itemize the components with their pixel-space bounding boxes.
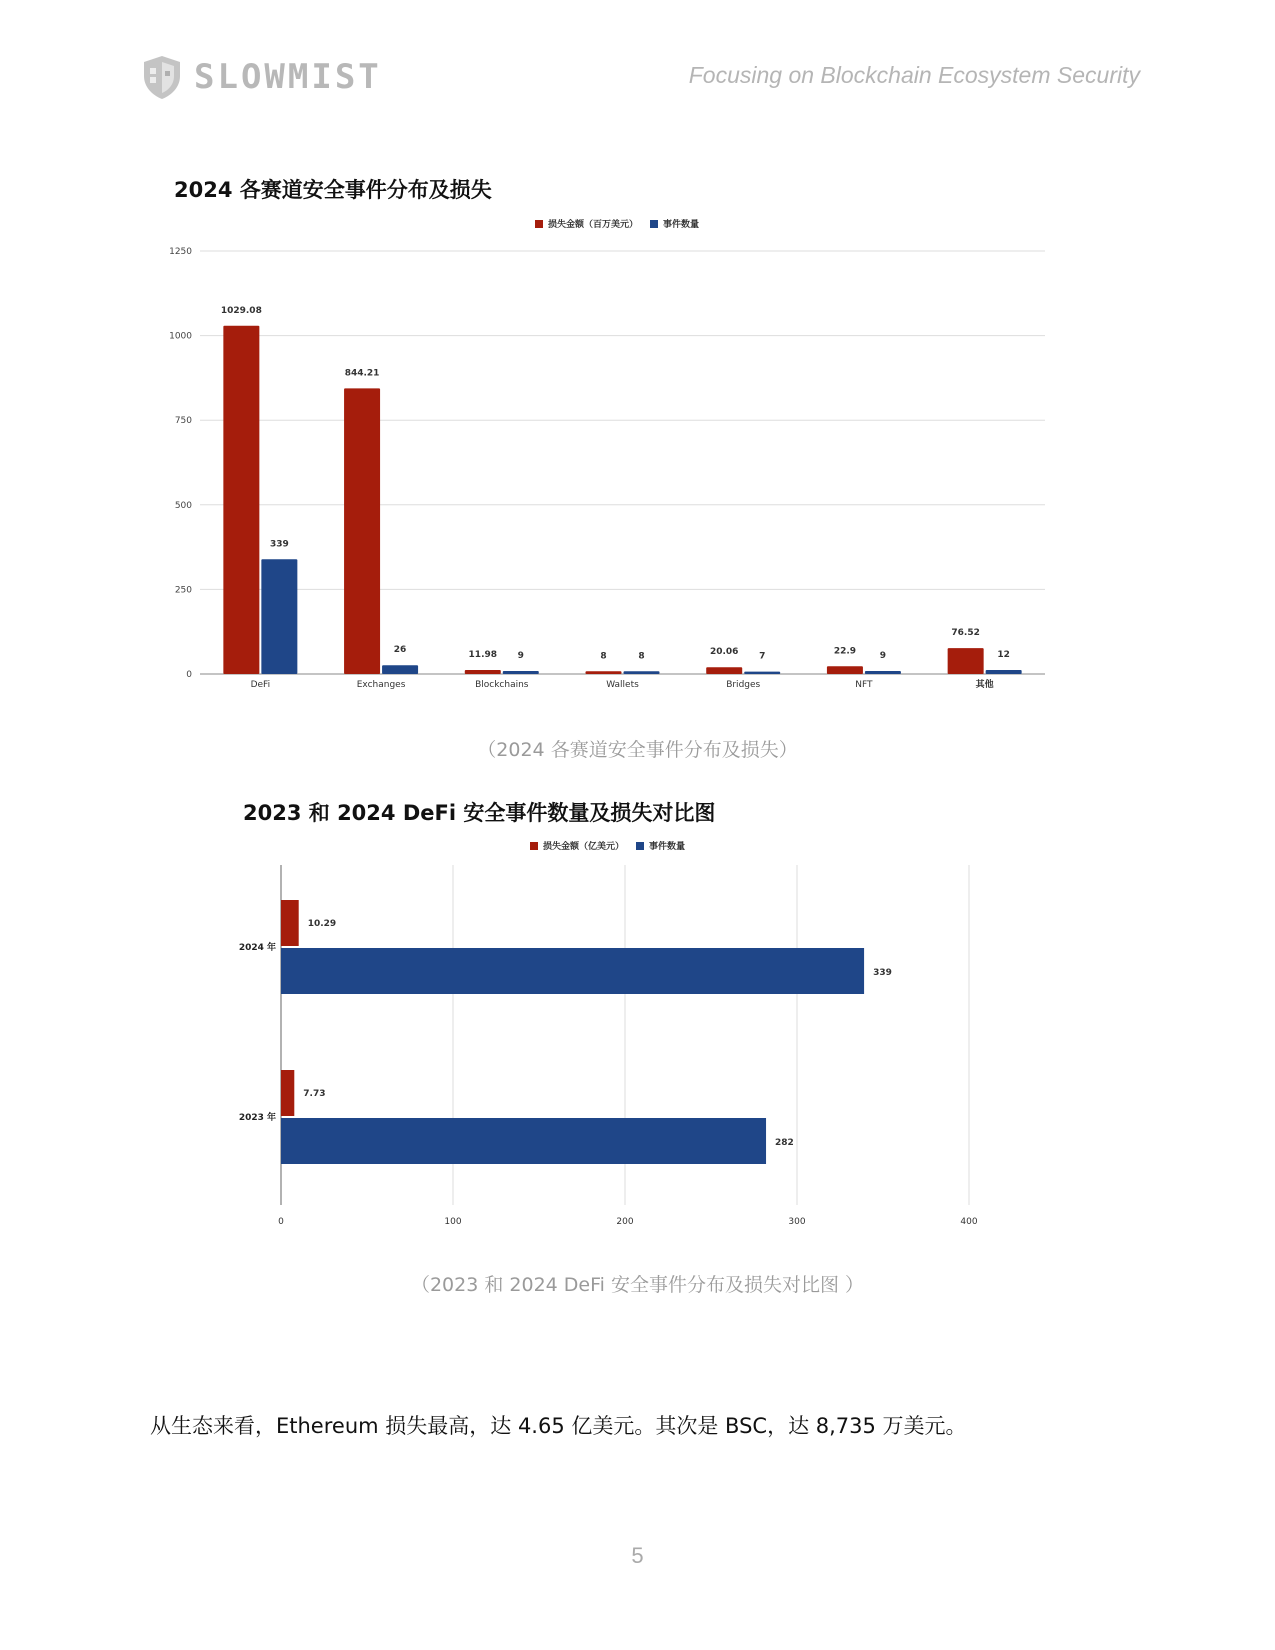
- bar-count: [986, 670, 1022, 674]
- y-tick-label: 250: [174, 585, 192, 596]
- data-label: 9: [879, 650, 887, 661]
- chart2-caption: （2023 和 2024 DeFi 安全事件分布及损失对比图 ）: [410, 1274, 865, 1296]
- x-tick-label: 400: [960, 1217, 978, 1227]
- x-tick-label: Blockchains: [475, 680, 529, 690]
- data-label: 20.06: [709, 647, 739, 658]
- bar-loss: [281, 1070, 294, 1116]
- data-label: 1029.08: [220, 305, 262, 316]
- bar-count: [503, 671, 539, 674]
- logo-text: SLOWMIST: [194, 57, 382, 97]
- y-tick-label: 1000: [169, 331, 192, 342]
- bar-count: [865, 671, 901, 674]
- page-header: [0, 0, 1275, 120]
- page-number: 5: [631, 1543, 644, 1568]
- data-label: 282: [775, 1138, 794, 1148]
- bar-count: [281, 948, 864, 994]
- x-tick-label: Exchanges: [356, 680, 406, 690]
- data-label: 8: [600, 651, 607, 662]
- legend-swatch-red: [535, 220, 543, 228]
- y-tick-label: 1250: [169, 247, 192, 257]
- data-label: 7: [759, 651, 766, 662]
- data-label: 10.29: [307, 919, 337, 929]
- bar-loss: [706, 667, 742, 674]
- y-tick-label: 750: [174, 416, 192, 427]
- legend-item-loss: [535, 217, 638, 230]
- data-label: 844.21: [344, 368, 380, 379]
- x-tick-label: DeFi: [250, 680, 271, 690]
- bar-count: [261, 559, 297, 674]
- bar-loss: [586, 671, 622, 674]
- x-tick-label: 其他: [975, 680, 994, 690]
- chart1-bar-chart: [0, 240, 1275, 700]
- x-tick-label: Bridges: [726, 680, 761, 690]
- bar-loss: [281, 900, 299, 946]
- x-tick-label: 0: [278, 1217, 284, 1227]
- data-label: 7.73: [303, 1089, 326, 1099]
- data-label: 11.98: [468, 649, 498, 660]
- data-label: 9: [517, 650, 524, 661]
- data-label: 339: [873, 968, 892, 978]
- body-paragraph: 从生态来看，Ethereum 损失最高，达 4.65 亿美元。其次是 BSC，达 8,735 万美元。: [150, 1414, 967, 1438]
- x-tick-label: Wallets: [606, 680, 639, 690]
- bar-count: [744, 672, 780, 674]
- bar-loss: [465, 670, 501, 674]
- legend-swatch-blue: [650, 220, 658, 228]
- legend-swatch-red: [530, 842, 538, 850]
- y-tick-label: 2023 年: [238, 1113, 276, 1123]
- data-label: 26: [393, 645, 407, 656]
- chart1-title: 2024 各赛道安全事件分布及损失: [174, 178, 492, 202]
- bar-count: [382, 665, 418, 674]
- x-tick-label: 100: [444, 1217, 462, 1227]
- bar-count: [281, 1118, 766, 1164]
- data-label: 22.9: [833, 646, 857, 657]
- header-tagline: Focusing on Blockchain Ecosystem Security: [688, 62, 1140, 88]
- data-label: 12: [997, 649, 1010, 660]
- legend-label-count: 事件数量: [663, 220, 700, 230]
- bar-count: [624, 671, 660, 674]
- legend-item-loss: [530, 839, 624, 852]
- y-tick-label: 0: [186, 670, 192, 680]
- legend-swatch-blue: [636, 842, 644, 850]
- chart2-title: 2023 和 2024 DeFi 安全事件数量及损失对比图: [243, 801, 716, 825]
- legend-label-loss: 损失金额（亿美元）: [543, 842, 625, 852]
- data-label: 76.52: [951, 628, 980, 639]
- x-tick-label: NFT: [855, 680, 873, 690]
- data-label: 339: [269, 539, 289, 550]
- y-tick-label: 500: [174, 500, 192, 511]
- bar-loss: [223, 326, 259, 674]
- shield-icon: [140, 54, 184, 100]
- bar-loss: [948, 648, 984, 674]
- chart2-horizontal-bar-chart: [0, 860, 1275, 1240]
- y-tick-label: 2024 年: [238, 943, 276, 953]
- legend-label-loss: 损失金额（百万美元）: [548, 220, 639, 230]
- data-label: 8: [638, 651, 645, 662]
- x-tick-label: 300: [788, 1217, 806, 1227]
- legend-item-count: [650, 217, 699, 230]
- x-tick-label: 200: [616, 1217, 634, 1227]
- slowmist-logo: [140, 54, 382, 100]
- chart1-legend: [535, 217, 711, 230]
- legend-item-count: [636, 839, 685, 852]
- chart2-legend: [530, 839, 697, 852]
- bar-loss: [344, 388, 380, 674]
- legend-label-count: 事件数量: [649, 842, 686, 852]
- bar-loss: [827, 666, 863, 674]
- chart1-caption: （2024 各赛道安全事件分布及损失）: [477, 739, 798, 761]
